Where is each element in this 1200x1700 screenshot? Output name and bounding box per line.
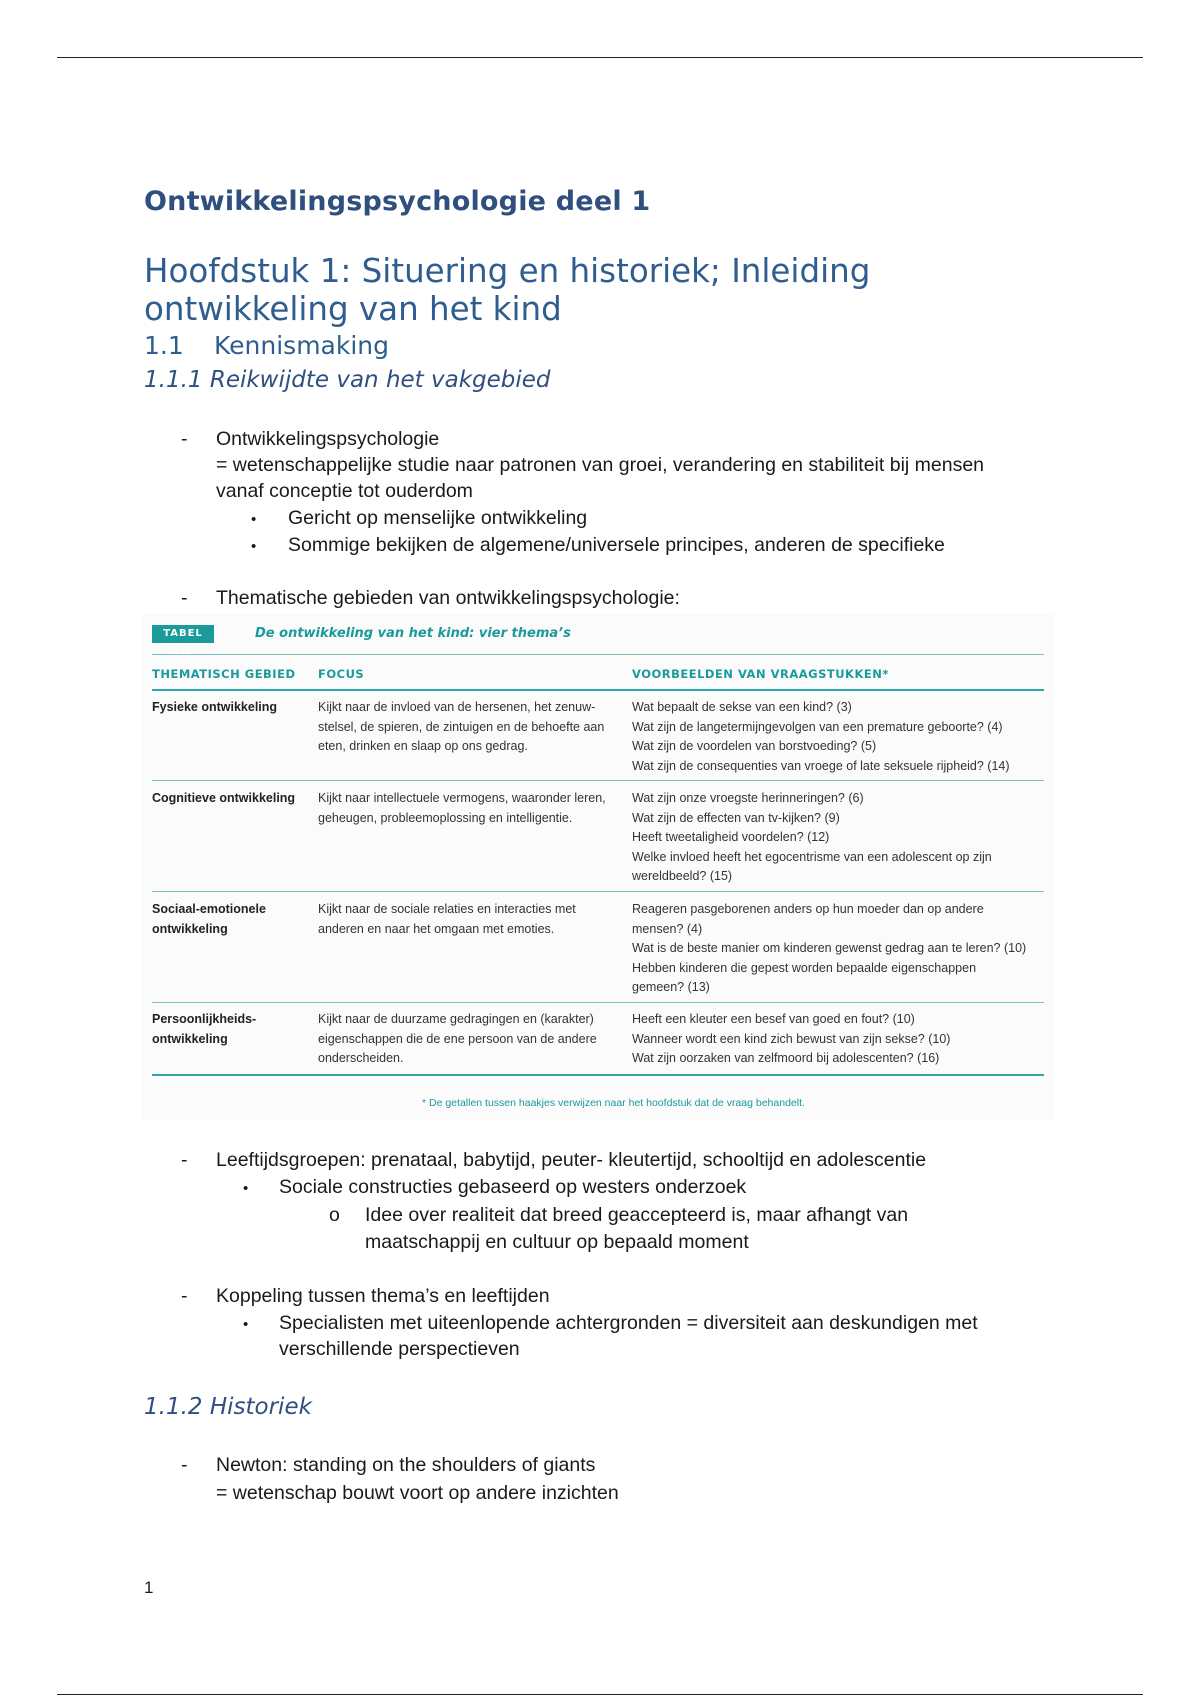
bullet-marker: •	[251, 538, 257, 555]
footer-rule	[57, 1694, 1143, 1695]
definition-line: vanaf conceptie tot ouderdom	[216, 480, 473, 502]
chapter-heading: Hoofdstuk 1: Situering en historiek; Inleiding ontwikkeling van het kind	[144, 252, 871, 328]
table-rule	[152, 780, 1044, 781]
bullet-marker: •	[251, 511, 257, 528]
list-item-text: Ontwikkelingspsychologie	[216, 428, 440, 450]
bullet-marker: •	[243, 1180, 249, 1197]
table-header-area: THEMATISCH GEBIED	[152, 667, 296, 681]
table-rule	[152, 1002, 1044, 1003]
subsection-heading-2	[144, 1394, 312, 1420]
bullet-text: Sociale constructies gebaseerd op westers onderzoek	[279, 1176, 747, 1198]
table-cell-focus: Kijkt naar de sociale relaties en interacties met anderen en naar het omgaan met emoties.	[318, 902, 576, 936]
sub-bullet-text: maatschappij en cultuur op bepaald moment	[365, 1231, 749, 1253]
document-title: Ontwikkelingspsychologie deel 1	[144, 186, 651, 217]
table-header-focus: FOCUS	[318, 667, 365, 681]
header-rule	[57, 57, 1143, 58]
table-cell-focus: Kijkt naar de invloed van de hersenen, het zenuw- stelsel, de spieren, de zintuigen en de behoefte aan eten, drinken en slaap op ons gedrag.	[318, 700, 605, 753]
section-title: Kennismaking	[214, 331, 389, 360]
subsection-number: 1.1.1	[144, 367, 203, 393]
table-rule	[152, 654, 1044, 655]
list-dash: -	[181, 1454, 188, 1476]
bullet-text: Gericht op menselijke ontwikkeling	[288, 507, 588, 529]
list-dash: -	[181, 1149, 188, 1171]
list-dash: -	[181, 428, 188, 450]
list-item-text: Koppeling tussen thema’s en leeftijden	[216, 1285, 550, 1307]
list-item-text: Newton: standing on the shoulders of giants	[216, 1454, 596, 1476]
subsection-heading-1	[144, 367, 551, 393]
table-cell-examples: Reageren pasgeborenen anders op hun moeder dan op andere mensen? (4) Wat is de beste manier om kinderen gewenst gedrag aan te leren? (10) Hebben kinderen die gepest worden bepaalde eigenschappen gemeen? (13)	[632, 902, 1027, 994]
subsection-title: Reikwijdte van het vakgebied	[209, 367, 551, 393]
list-dash: -	[181, 587, 188, 609]
list-dash: -	[181, 1285, 188, 1307]
bullet-marker: •	[243, 1316, 249, 1333]
bullet-text: Sommige bekijken de algemene/universele principes, anderen de specifieke	[288, 534, 945, 556]
table-header-examples: VOORBEELDEN VAN VRAAGSTUKKEN*	[632, 667, 889, 681]
definition-line: = wetenschappelijke studie naar patronen van groei, verandering en stabiliteit bij mensen	[216, 454, 985, 476]
table-figure	[142, 614, 1054, 1120]
table-footnote: * De getallen tussen haakjes verwijzen naar het hoofdstuk dat de vraag behandelt.	[422, 1097, 805, 1109]
table-cell-area: Cognitieve ontwikkeling	[152, 791, 296, 805]
sub-bullet-marker: o	[329, 1204, 340, 1226]
table-rule	[152, 689, 1044, 691]
table-cell-examples: Wat zijn onze vroegste herinneringen? (6) Wat zijn de effecten van tv-kijken? (9) Heeft tweetaligheid voordelen? (12) Welke invloed heeft het egocentrisme van een adolescent op zijn wereldbeeld? (15)	[632, 791, 992, 883]
bullet-text: verschillende perspectieven	[279, 1338, 520, 1360]
table-cell-area: Sociaal-emotionele ontwikkeling	[152, 902, 266, 936]
section-number: 1.1	[144, 331, 184, 360]
section-heading	[144, 331, 389, 360]
list-item-text: Thematische gebieden van ontwikkelingspsychologie:	[216, 587, 680, 609]
page-number: 1	[144, 1578, 154, 1597]
table-cell-examples: Wat bepaalt de sekse van een kind? (3) Wat zijn de langetermijngevolgen van een premature geboorte? (4) Wat zijn de voordelen van borstvoeding? (5) Wat zijn de consequenties van vroege of late seksuele rijpheid? (14)	[632, 700, 1010, 773]
definition-line: = wetenschap bouwt voort op andere inzichten	[216, 1482, 619, 1504]
subsection-number: 1.1.2	[144, 1394, 203, 1420]
sub-bullet-text: Idee over realiteit dat breed geaccepteerd is, maar afhangt van	[365, 1204, 909, 1226]
subsection-title: Historiek	[209, 1394, 312, 1420]
list-item-text: Leeftijdsgroepen: prenataal, babytijd, peuter- kleutertijd, schooltijd en adolescentie	[216, 1149, 927, 1171]
table-tag: TABEL 1.1	[152, 625, 214, 643]
table-rule	[152, 1074, 1044, 1076]
table-rule	[152, 891, 1044, 892]
table-title: De ontwikkeling van het kind: vier thema’s	[255, 626, 571, 641]
table-cell-area: Persoonlijkheids- ontwikkeling	[152, 1012, 257, 1046]
table-cell-focus: Kijkt naar de duurzame gedragingen en (karakter) eigenschappen die de ene persoon van de andere onderscheiden.	[318, 1012, 597, 1065]
table-cell-area: Fysieke ontwikkeling	[152, 700, 278, 714]
table-cell-examples: Heeft een kleuter een besef van goed en fout? (10) Wanneer wordt een kind zich bewust van zijn sekse? (10) Wat zijn oorzaken van zelfmoord bij adolescenten? (16)	[632, 1012, 951, 1065]
bullet-text: Specialisten met uiteenlopende achtergronden = diversiteit aan deskundigen met	[279, 1312, 978, 1334]
table-cell-focus: Kijkt naar intellectuele vermogens, waaronder leren, geheugen, probleemoplossing en intelligentie.	[318, 791, 606, 825]
